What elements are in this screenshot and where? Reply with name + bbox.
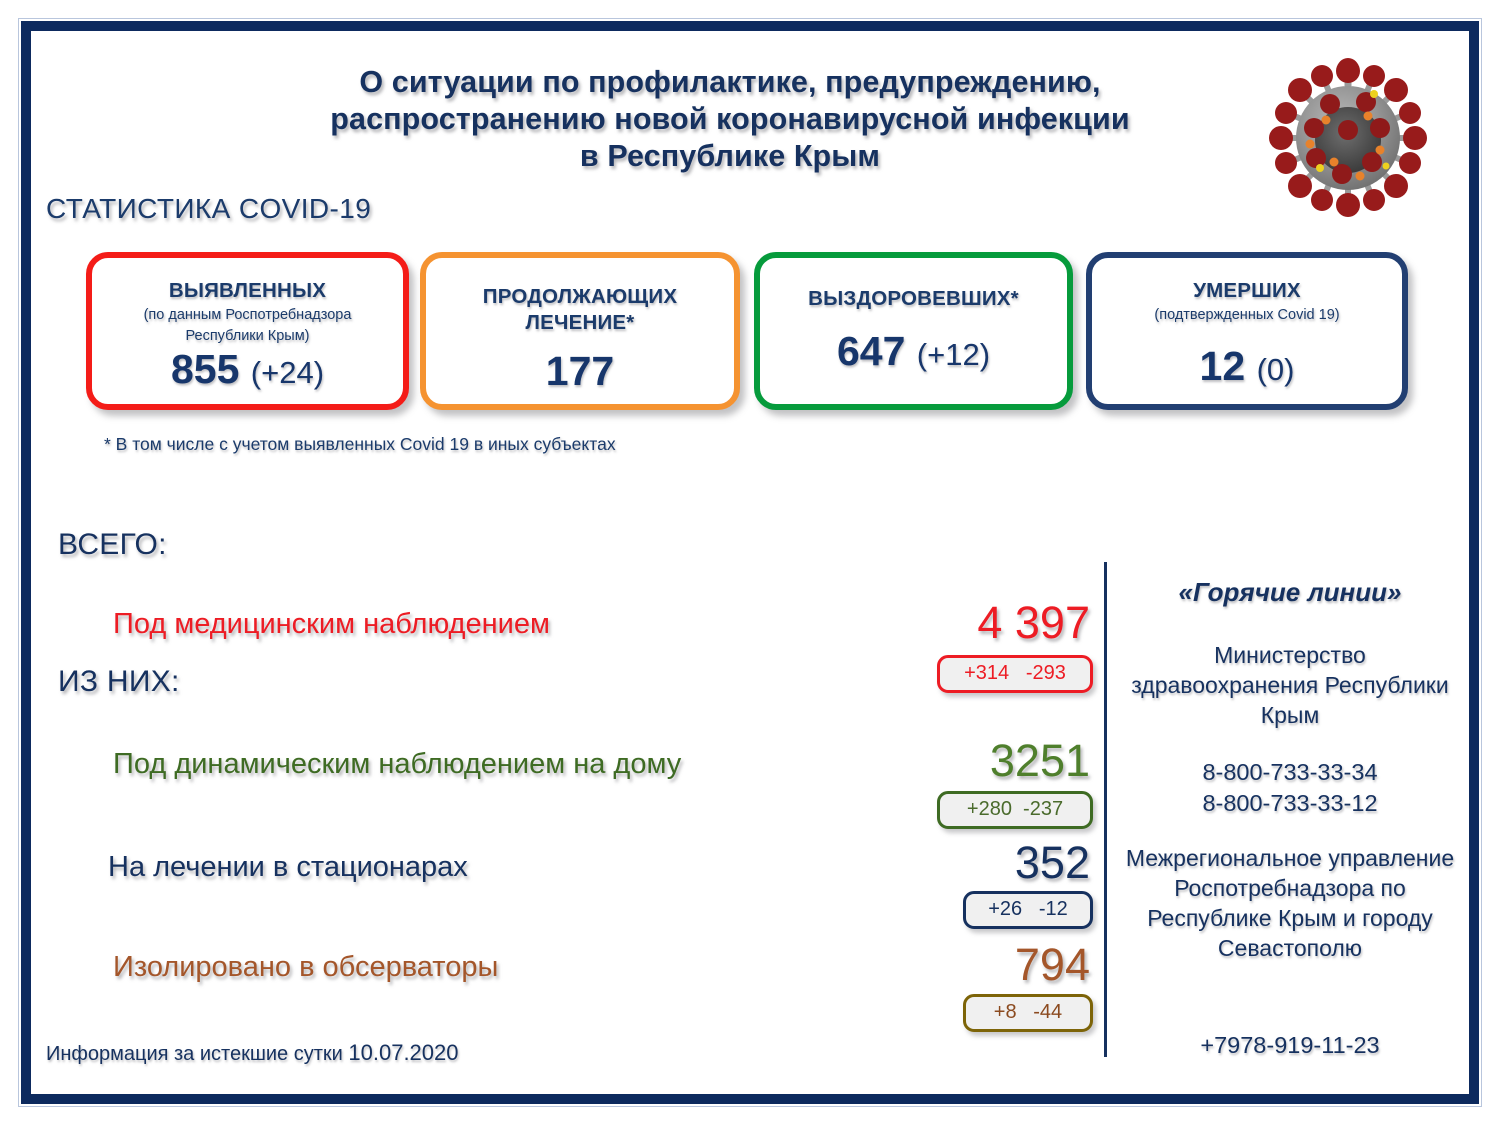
page-title-line-2: распространению новой коронавирусной инфекции: [330, 102, 1130, 136]
row-hospital-badge: +26 -12: [963, 891, 1093, 929]
totals-subheading: ИЗ НИХ:: [58, 665, 180, 698]
hotline-ministry-phone-2[interactable]: 8-800-733-33-12: [1202, 790, 1378, 816]
card-deceased-value: [1092, 343, 1402, 393]
hotline-rospotrebnadzor-name: Межрегиональное управление Роспотребнадзора по Республике Крым и городу Севастополю: [1125, 845, 1455, 961]
hotlines-title: «Горячие линии»: [1178, 577, 1402, 607]
page-section-heading: СТАТИСТИКА COVID-19: [46, 193, 372, 224]
card-deceased-title: УМЕРШИХ: [1193, 279, 1301, 302]
row-observator-label: Изолировано в обсерваторы: [113, 951, 499, 983]
card-detected-subtitle-line-1: (по данным Роспотребнадзора: [143, 307, 352, 323]
card-recovered: [754, 252, 1073, 410]
card-recovered-value: [760, 328, 1067, 378]
hotline-rospotrebnadzor-phone[interactable]: +7978-919-11-23: [1200, 1032, 1380, 1058]
row-home-observation-label: Под динамическим наблюдением на дому: [113, 748, 682, 780]
row-medical-observation-label: Под медицинским наблюдением: [113, 608, 550, 640]
card-in-treatment-title-line-2: ЛЕЧЕНИЕ*: [525, 311, 635, 334]
card-recovered-delta: (+12): [916, 337, 991, 372]
card-deceased-subtitle: (подтвержденных Covid 19): [1154, 307, 1340, 323]
card-in-treatment-count: 177: [545, 348, 615, 394]
card-detected-title: ВЫЯВЛЕННЫХ: [168, 279, 327, 302]
card-deceased: [1086, 252, 1408, 410]
card-recovered-count: 647: [836, 328, 906, 374]
cards-footnote: * В том числе с учетом выявленных Covid 19 в иных субъектах: [104, 434, 616, 454]
statistics-cards: [86, 252, 1408, 410]
hotline-ministry-phones: [1120, 757, 1460, 819]
row-observator-value: 794: [1014, 939, 1090, 990]
card-detected-delta: (+24): [250, 355, 325, 390]
page-title-line-1: О ситуации по профилактике, предупреждению,: [359, 65, 1101, 99]
info-date-prefix: Информация за истекшие сутки: [46, 1043, 343, 1065]
card-recovered-title: ВЫЗДОРОВЕВШИХ*: [808, 287, 1019, 310]
page-title: [300, 64, 1160, 175]
vertical-divider: [1104, 562, 1107, 1057]
card-deceased-delta: (0): [1256, 352, 1295, 387]
row-hospital-label: На лечении в стационарах: [108, 851, 468, 883]
card-detected-count: 855: [170, 346, 240, 392]
card-in-treatment-title-line-1: ПРОДОЛЖАЮЩИХ: [482, 285, 678, 308]
row-medical-observation-badge: +314 -293: [937, 655, 1093, 693]
coronavirus-icon: [1268, 58, 1428, 218]
card-detected: [86, 252, 409, 410]
card-in-treatment: [420, 252, 740, 410]
card-deceased-count: 12: [1199, 343, 1246, 389]
hotline-ministry-name: Министерство здравоохранения Республики Крым: [1131, 642, 1449, 728]
totals-heading: ВСЕГО:: [58, 528, 167, 561]
card-detected-subtitle-line-2: Республики Крым): [185, 328, 310, 344]
row-home-observation-value: 3251: [989, 735, 1090, 786]
row-home-observation-badge: +280 -237: [937, 791, 1093, 829]
row-observator-badge: +8 -44: [963, 994, 1093, 1032]
row-hospital-value: 352: [1014, 837, 1090, 888]
card-in-treatment-title: [426, 284, 734, 336]
card-detected-value: [92, 346, 403, 396]
info-date-line: [46, 1040, 459, 1066]
card-in-treatment-value: [426, 348, 734, 394]
hotline-ministry-phone-1[interactable]: 8-800-733-33-34: [1202, 759, 1378, 785]
row-medical-observation-value: 4 397: [977, 597, 1090, 648]
info-date-value: 10.07.2020: [348, 1040, 459, 1065]
page-title-line-3: в Республике Крым: [579, 139, 881, 173]
